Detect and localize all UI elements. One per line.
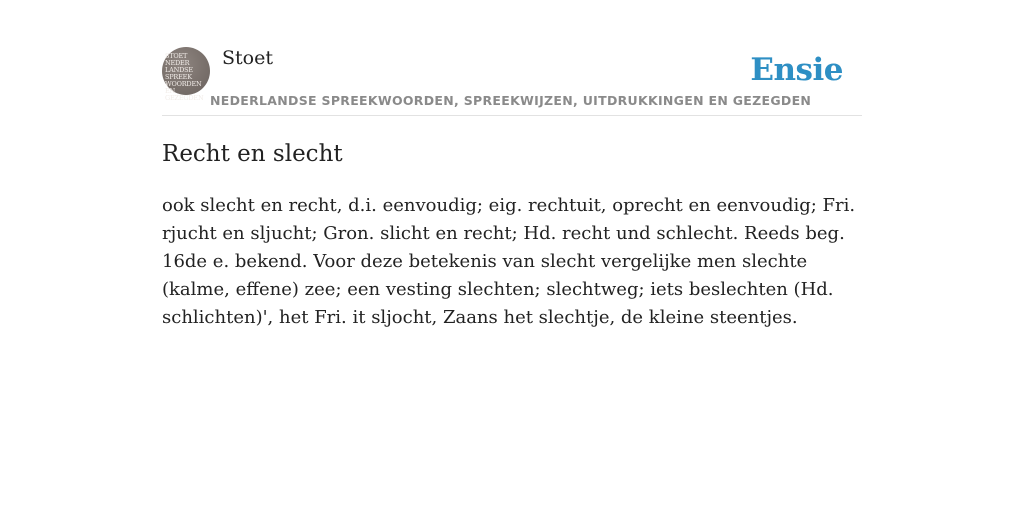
book-cover-avatar[interactable] bbox=[162, 47, 210, 102]
header bbox=[162, 0, 862, 116]
avatar-cover-text: STOET NEDER LANDSE SPREEK WOORDEN EN GEZEGDEN bbox=[165, 52, 204, 102]
source-subtitle[interactable]: NEDERLANDSE SPREEKWOORDEN, SPREEKWIJZEN, UITDRUKKINGEN EN GEZEGDEN bbox=[210, 93, 812, 108]
author-name[interactable]: Stoet bbox=[222, 47, 273, 69]
ensie-logo-link[interactable]: Ensie bbox=[750, 52, 843, 88]
content-container bbox=[162, 0, 862, 328]
entry-body: ook slecht en recht, d.i. eenvoudig; eig. rechtuit, oprecht en eenvoudig; Fri. rjucht en sljucht; Gron. slicht en recht; Hd. recht und schlecht. Reeds beg. 16de e. bekend. Voor deze betekenis van slecht vergelijke men slechte (kalme, effene) zee; een vesting slechten; slechtweg; iets beslechten (Hd. schlichten)', het Fri. it sljocht, Zaans het slechtje, de kleine steentjes. bbox=[162, 195, 856, 328]
entry-title: Recht en slecht bbox=[162, 141, 343, 167]
